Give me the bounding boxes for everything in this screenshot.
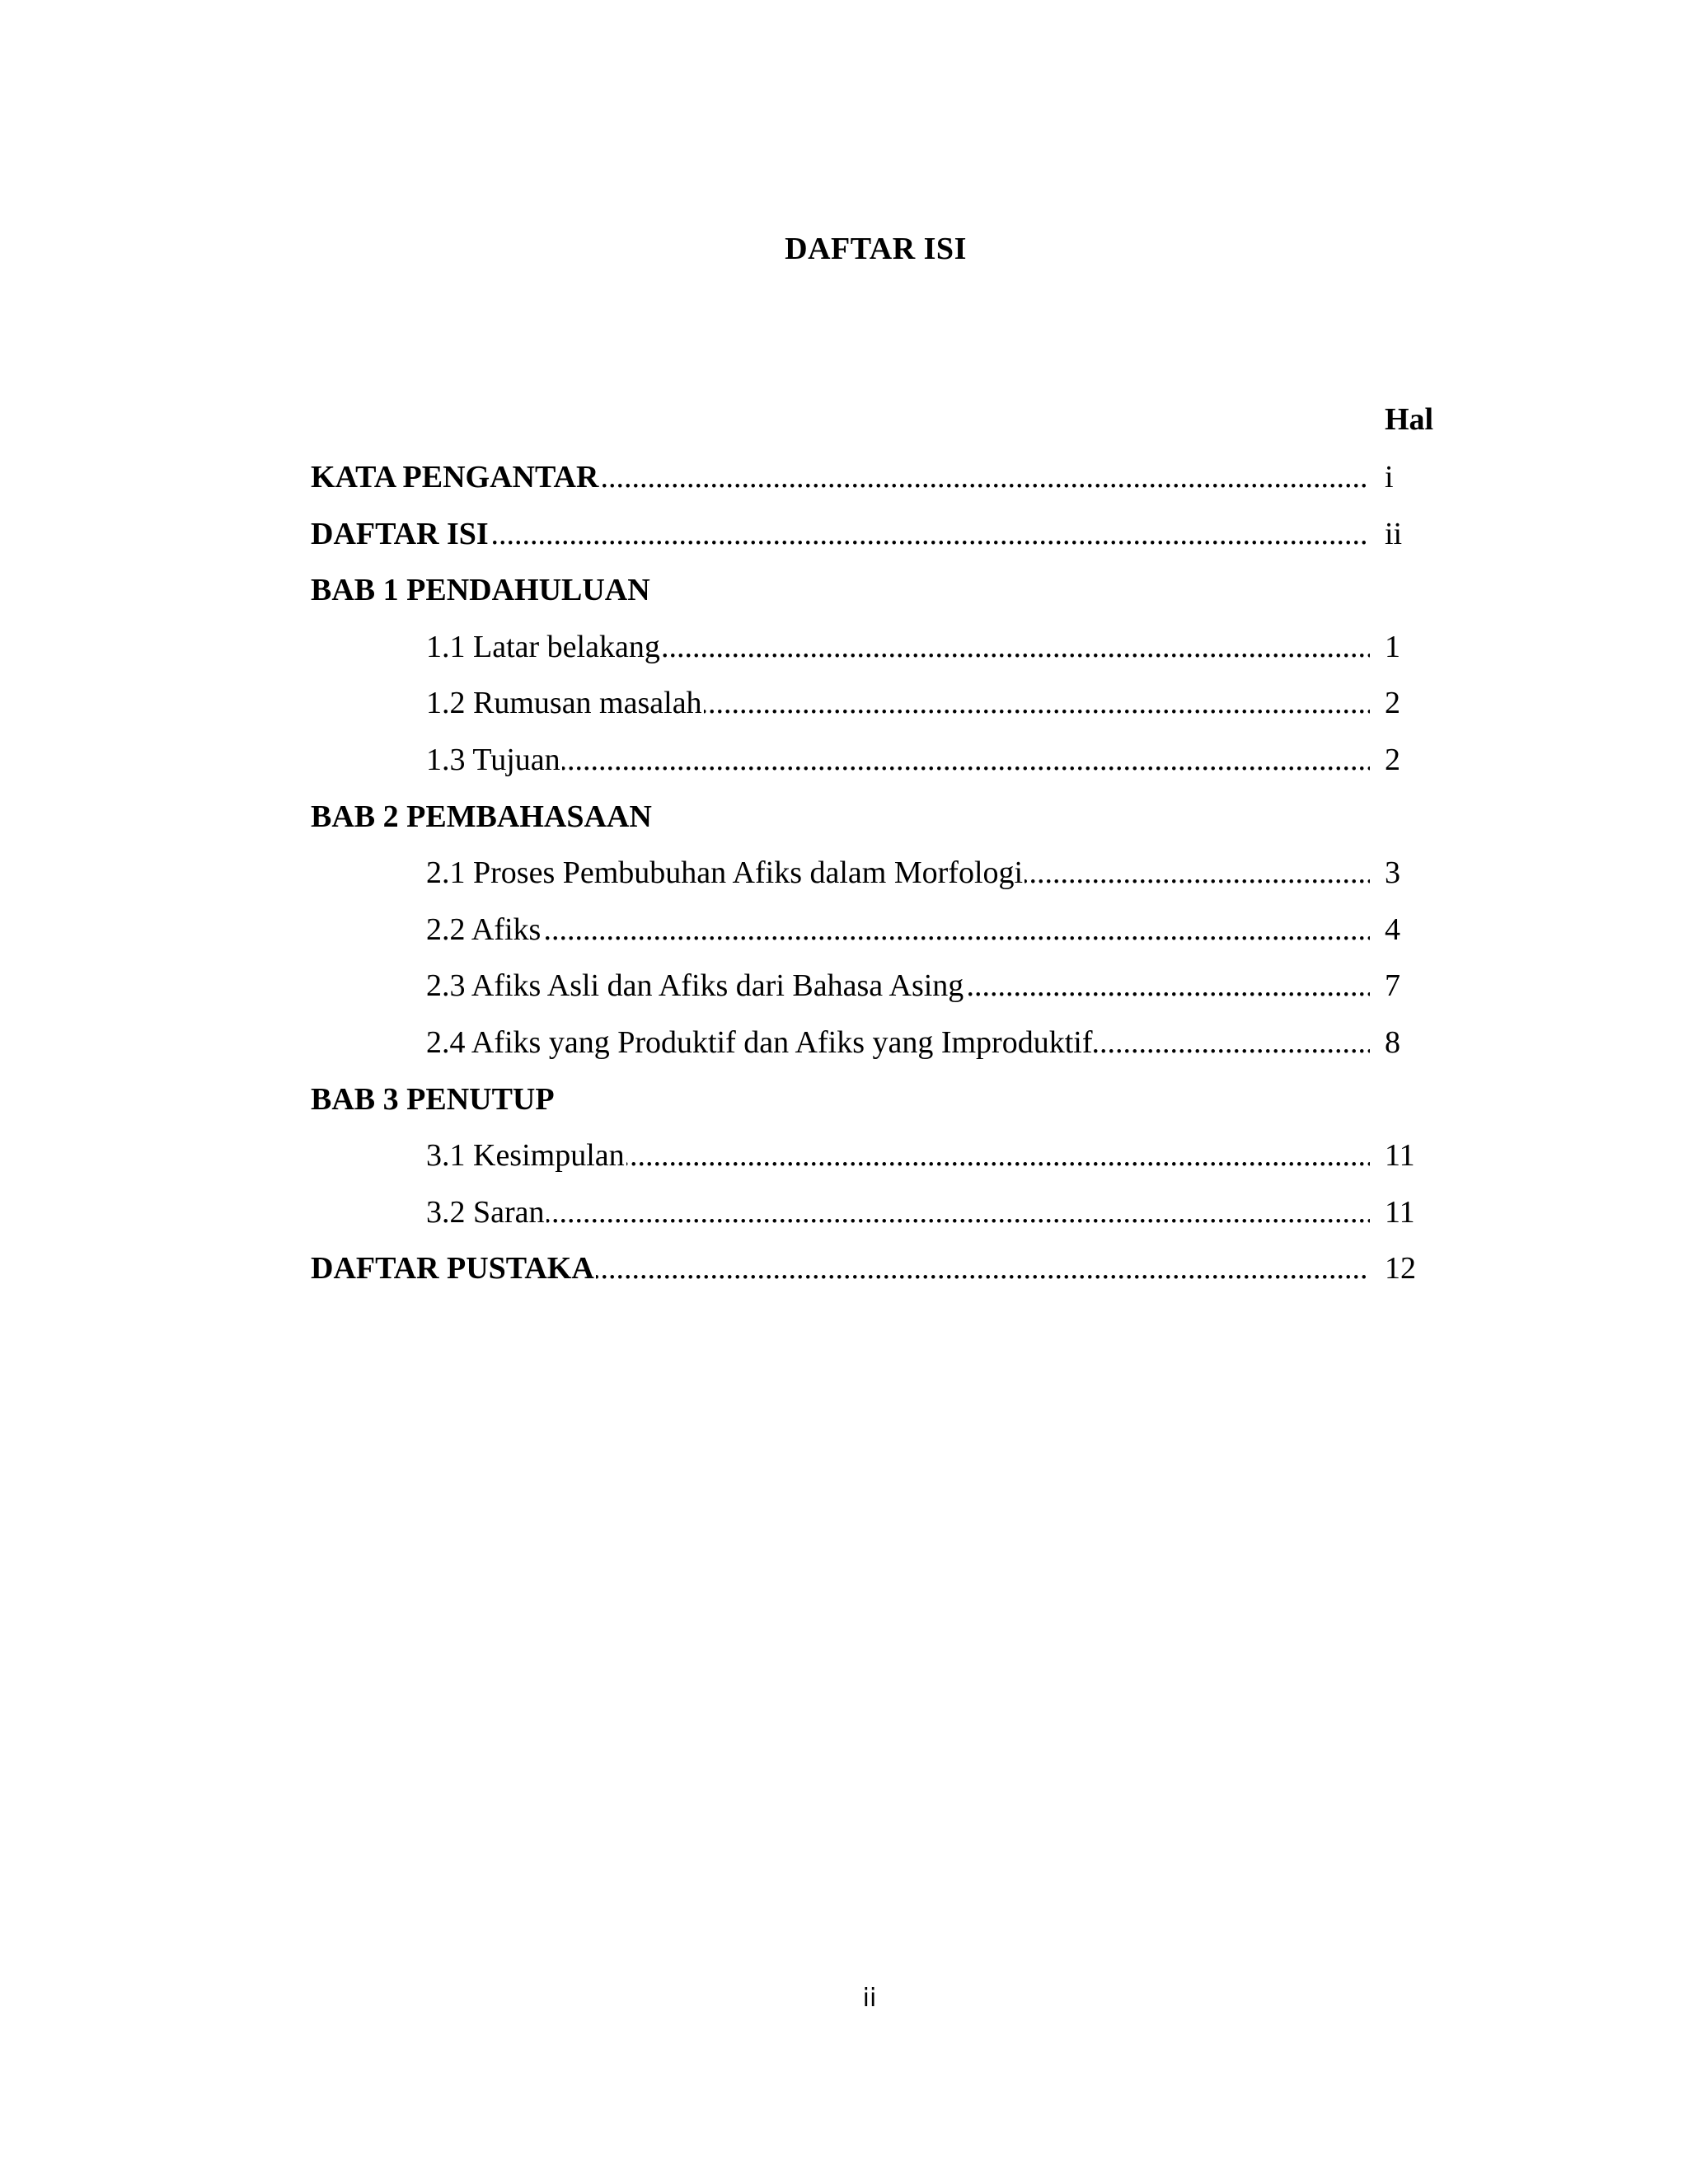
toc-entry-label: BAB 1 PENDAHULUAN [311, 573, 650, 607]
toc-heading [0, 570, 1688, 610]
toc-entry [0, 627, 1688, 667]
toc-entry [0, 853, 1688, 893]
toc-entry-label: BAB 2 PEMBAHASAAN [311, 799, 652, 834]
toc-entry-label: BAB 3 PENUTUP [311, 1082, 555, 1117]
toc-entry-page: 11 [1385, 1195, 1415, 1230]
toc-entry-label: 1.1 Latar belakang [426, 630, 660, 664]
toc-entry-label: DAFTAR PUSTAKA [311, 1251, 594, 1286]
toc-entry [0, 1136, 1688, 1175]
toc-entry-label: 1.2 Rumusan masalah [426, 686, 702, 720]
toc-heading [0, 797, 1688, 837]
toc-dot-leader [426, 1193, 1370, 1232]
toc-entry-page: 11 [1385, 1138, 1415, 1173]
toc-dot-leader [426, 910, 1370, 949]
toc-entry [0, 740, 1688, 780]
toc-heading [0, 514, 1688, 554]
toc-entry-page: 3 [1385, 855, 1400, 890]
toc-entry-label: 1.3 Tujuan [426, 743, 560, 777]
toc-entry-label: 2.2 Afiks [426, 912, 542, 947]
toc-heading [0, 457, 1688, 497]
toc-entry-page: 7 [1385, 968, 1400, 1003]
page-title: DAFTAR ISI [785, 232, 967, 266]
toc-entry-page: 2 [1385, 743, 1400, 777]
toc-heading [0, 1080, 1688, 1119]
toc-entry [0, 1023, 1688, 1062]
toc-entry-label: DAFTAR ISI [311, 517, 489, 551]
toc-entry-page: 12 [1385, 1251, 1416, 1286]
toc-entry-page: 1 [1385, 630, 1400, 664]
toc-entry-label: 2.4 Afiks yang Produktif dan Afiks yang Improduktif [426, 1025, 1093, 1060]
toc-dot-leader [426, 740, 1370, 780]
page-column-header: Hal [1385, 402, 1434, 437]
toc-entry [0, 910, 1688, 949]
toc-entry-page: 8 [1385, 1025, 1400, 1060]
toc-entry-page: 4 [1385, 912, 1400, 947]
toc-entry-label: KATA PENGANTAR [311, 460, 599, 494]
toc-entry-label: 2.1 Proses Pembubuhan Afiks dalam Morfologi [426, 855, 1024, 890]
toc-entry [0, 1193, 1688, 1232]
toc-entry-page: ii [1385, 517, 1403, 551]
toc-entry [0, 966, 1688, 1005]
toc-entry-label: 3.2 Saran [426, 1195, 545, 1230]
toc-entry [0, 683, 1688, 723]
footer-page-number: ii [862, 1984, 877, 2013]
toc-entry-page: i [1385, 460, 1394, 494]
toc-entry-label: 2.3 Afiks Asli dan Afiks dari Bahasa Asing [426, 968, 964, 1003]
toc-entry-page: 2 [1385, 686, 1400, 720]
toc-heading [0, 1249, 1688, 1288]
toc-entry-label: 3.1 Kesimpulan [426, 1138, 625, 1173]
